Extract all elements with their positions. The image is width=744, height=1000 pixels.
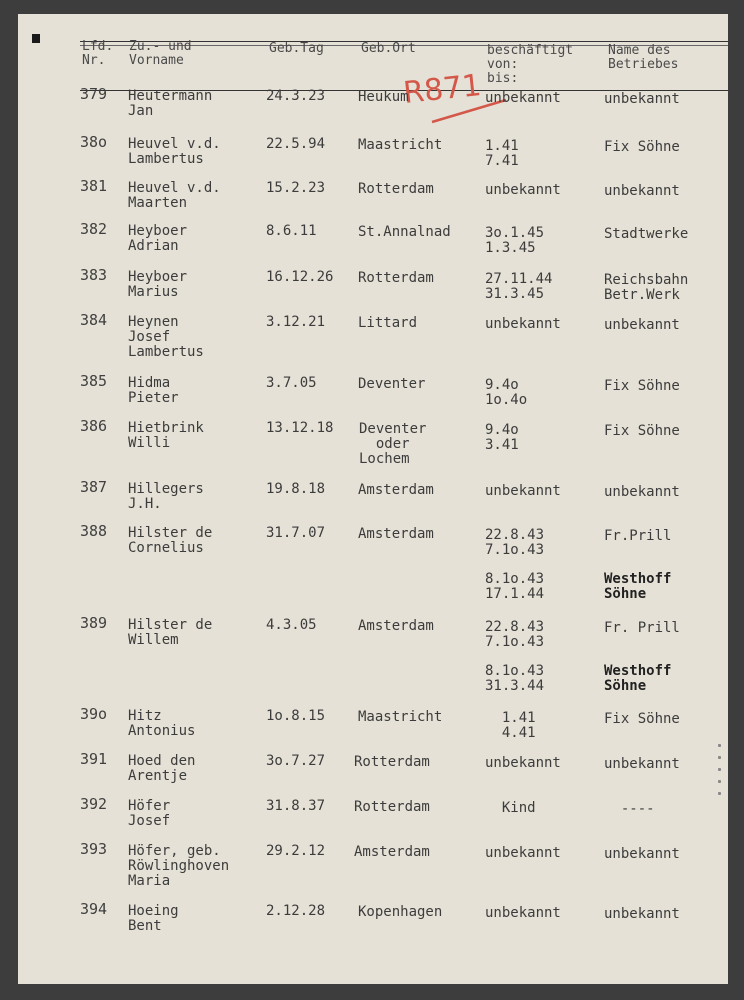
row-3-name: Heyboer Adrian bbox=[128, 223, 188, 254]
row-9-place: Amsterdam bbox=[358, 526, 434, 542]
row-13-name: Höfer Josef bbox=[128, 798, 171, 829]
row-15-place: Kopenhagen bbox=[358, 904, 443, 920]
row-2-nr: 381 bbox=[80, 177, 108, 195]
row-3-place: St.Annalnad bbox=[358, 224, 451, 240]
margin-dot bbox=[718, 780, 721, 783]
row-11-firm: Fix Söhne bbox=[604, 711, 680, 727]
row-11-emp: 1.41 4.41 bbox=[501, 710, 536, 741]
row-2-firm: unbekannt bbox=[604, 183, 680, 199]
row-14-place: Amsterdam bbox=[354, 844, 430, 860]
row-3-emp: 3o.1.45 1.3.45 bbox=[485, 225, 545, 256]
row-0-place: Heukum bbox=[358, 89, 409, 105]
row-6-place: Deventer bbox=[358, 376, 426, 392]
row-0-emp: unbekannt bbox=[485, 90, 561, 106]
row-11-nr: 39o bbox=[80, 705, 108, 723]
row-12-name: Hoed den Arentje bbox=[128, 753, 196, 784]
row-12-place: Rotterdam bbox=[354, 754, 430, 770]
row-0-nr: 379 bbox=[80, 85, 108, 103]
header-name: Zu.- und Vorname bbox=[129, 39, 192, 68]
row-4-emp: 27.11.44 31.3.45 bbox=[485, 271, 553, 302]
row-8-nr: 387 bbox=[80, 478, 108, 496]
row-9-nr: 388 bbox=[80, 522, 108, 540]
row-9-name: Hilster de Cornelius bbox=[128, 525, 213, 556]
row-8-name: Hillegers J.H. bbox=[128, 481, 204, 512]
row-1-nr: 38o bbox=[80, 133, 108, 151]
row-15-name: Hoeing Bent bbox=[128, 903, 179, 934]
row-0-date: 24.3.23 bbox=[266, 88, 326, 104]
row-15-date: 2.12.28 bbox=[266, 903, 326, 919]
row-4-firm: Reichsbahn Betr.Werk bbox=[604, 272, 689, 303]
row-7-date: 13.12.18 bbox=[266, 420, 334, 436]
row-1-date: 22.5.94 bbox=[266, 136, 326, 152]
row-13-place: Rotterdam bbox=[354, 799, 430, 815]
row-14-firm: unbekannt bbox=[604, 846, 680, 862]
row-15-nr: 394 bbox=[80, 900, 108, 918]
row-9-firm2: Westhoff Söhne bbox=[604, 571, 672, 602]
header-geb-ort: Geb.Ort bbox=[361, 41, 416, 56]
row-10-emp: 22.8.43 7.1o.43 bbox=[485, 619, 545, 650]
row-12-emp: unbekannt bbox=[485, 755, 561, 771]
row-10-name: Hilster de Willem bbox=[128, 617, 213, 648]
row-13-nr: 392 bbox=[80, 795, 108, 813]
row-13-emp: Kind bbox=[485, 800, 536, 816]
row-12-date: 3o.7.27 bbox=[266, 753, 326, 769]
row-15-emp: unbekannt bbox=[485, 905, 561, 921]
row-11-name: Hitz Antonius bbox=[128, 708, 196, 739]
row-6-name: Hidma Pieter bbox=[128, 375, 179, 406]
row-5-place: Littard bbox=[358, 315, 418, 331]
punch-hole-mark bbox=[32, 34, 40, 43]
row-2-name: Heuvel v.d. Maarten bbox=[128, 180, 221, 211]
row-0-firm: unbekannt bbox=[604, 91, 680, 107]
row-1-name: Heuvel v.d. Lambertus bbox=[128, 136, 221, 167]
row-2-place: Rotterdam bbox=[358, 181, 434, 197]
row-0-name: Heutermann Jan bbox=[128, 88, 213, 119]
row-14-date: 29.2.12 bbox=[266, 843, 326, 859]
row-14-nr: 393 bbox=[80, 840, 108, 858]
row-10-firm: Fr. Prill bbox=[604, 620, 680, 636]
header-geb-tag: Geb.Tag bbox=[269, 41, 324, 56]
row-10-place: Amsterdam bbox=[358, 618, 434, 634]
row-11-place: Maastricht bbox=[358, 709, 443, 725]
row-1-emp: 1.41 7.41 bbox=[485, 138, 519, 169]
header-lfd-nr: Lfd. Nr. bbox=[82, 39, 114, 68]
row-8-emp: unbekannt bbox=[485, 483, 561, 499]
row-3-date: 8.6.11 bbox=[266, 223, 317, 239]
row-5-emp: unbekannt bbox=[485, 316, 561, 332]
row-5-firm: unbekannt bbox=[604, 317, 680, 333]
header-betrieb: Name des Betriebes bbox=[608, 43, 679, 72]
row-7-firm: Fix Söhne bbox=[604, 423, 680, 439]
row-12-firm: unbekannt bbox=[604, 756, 680, 772]
row-4-nr: 383 bbox=[80, 266, 108, 284]
row-15-firm: unbekannt bbox=[604, 906, 680, 922]
header-beschaeftigt: beschäftigt von: bis: bbox=[487, 43, 574, 86]
row-4-name: Heyboer Marius bbox=[128, 269, 188, 300]
row-6-date: 3.7.05 bbox=[266, 375, 317, 391]
row-12-nr: 391 bbox=[80, 750, 108, 768]
row-6-emp: 9.4o 1o.4o bbox=[485, 377, 528, 408]
row-10-firm2: Westhoff Söhne bbox=[604, 663, 672, 694]
row-7-emp: 9.4o 3.41 bbox=[485, 422, 519, 453]
row-9-date: 31.7.07 bbox=[266, 525, 326, 541]
row-1-firm: Fix Söhne bbox=[604, 139, 680, 155]
document-page bbox=[18, 14, 728, 984]
row-5-nr: 384 bbox=[80, 311, 108, 329]
row-9-emp: 22.8.43 7.1o.43 bbox=[485, 527, 545, 558]
row-10-nr: 389 bbox=[80, 614, 108, 632]
row-8-date: 19.8.18 bbox=[266, 481, 326, 497]
row-11-date: 1o.8.15 bbox=[266, 708, 326, 724]
margin-dot bbox=[718, 756, 721, 759]
row-3-firm: Stadtwerke bbox=[604, 226, 689, 242]
row-5-date: 3.12.21 bbox=[266, 314, 326, 330]
row-2-date: 15.2.23 bbox=[266, 180, 326, 196]
row-4-place: Rotterdam bbox=[358, 270, 434, 286]
row-14-emp: unbekannt bbox=[485, 845, 561, 861]
row-6-firm: Fix Söhne bbox=[604, 378, 680, 394]
row-10-date: 4.3.05 bbox=[266, 617, 317, 633]
row-8-place: Amsterdam bbox=[358, 482, 434, 498]
row-2-emp: unbekannt bbox=[485, 182, 561, 198]
row-7-nr: 386 bbox=[80, 417, 108, 435]
row-6-nr: 385 bbox=[80, 372, 108, 390]
row-5-name: Heynen Josef Lambertus bbox=[128, 314, 204, 360]
row-10-emp2: 8.1o.43 31.3.44 bbox=[485, 663, 545, 694]
row-8-firm: unbekannt bbox=[604, 484, 680, 500]
margin-dot bbox=[718, 768, 721, 771]
row-9-firm: Fr.Prill bbox=[604, 528, 672, 544]
row-14-name: Höfer, geb. Röwlinghoven Maria bbox=[128, 843, 230, 889]
row-1-place: Maastricht bbox=[358, 137, 443, 153]
row-13-date: 31.8.37 bbox=[266, 798, 326, 814]
row-7-name: Hietbrink Willi bbox=[128, 420, 204, 451]
row-7-place: Deventer oder Lochem bbox=[359, 421, 427, 467]
row-13-firm: ---- bbox=[604, 801, 655, 817]
margin-dot bbox=[718, 744, 721, 747]
row-9-emp2: 8.1o.43 17.1.44 bbox=[485, 571, 545, 602]
row-3-nr: 382 bbox=[80, 220, 108, 238]
stamp-text: R871 bbox=[402, 67, 483, 111]
margin-dot bbox=[718, 792, 721, 795]
row-4-date: 16.12.26 bbox=[266, 269, 334, 285]
